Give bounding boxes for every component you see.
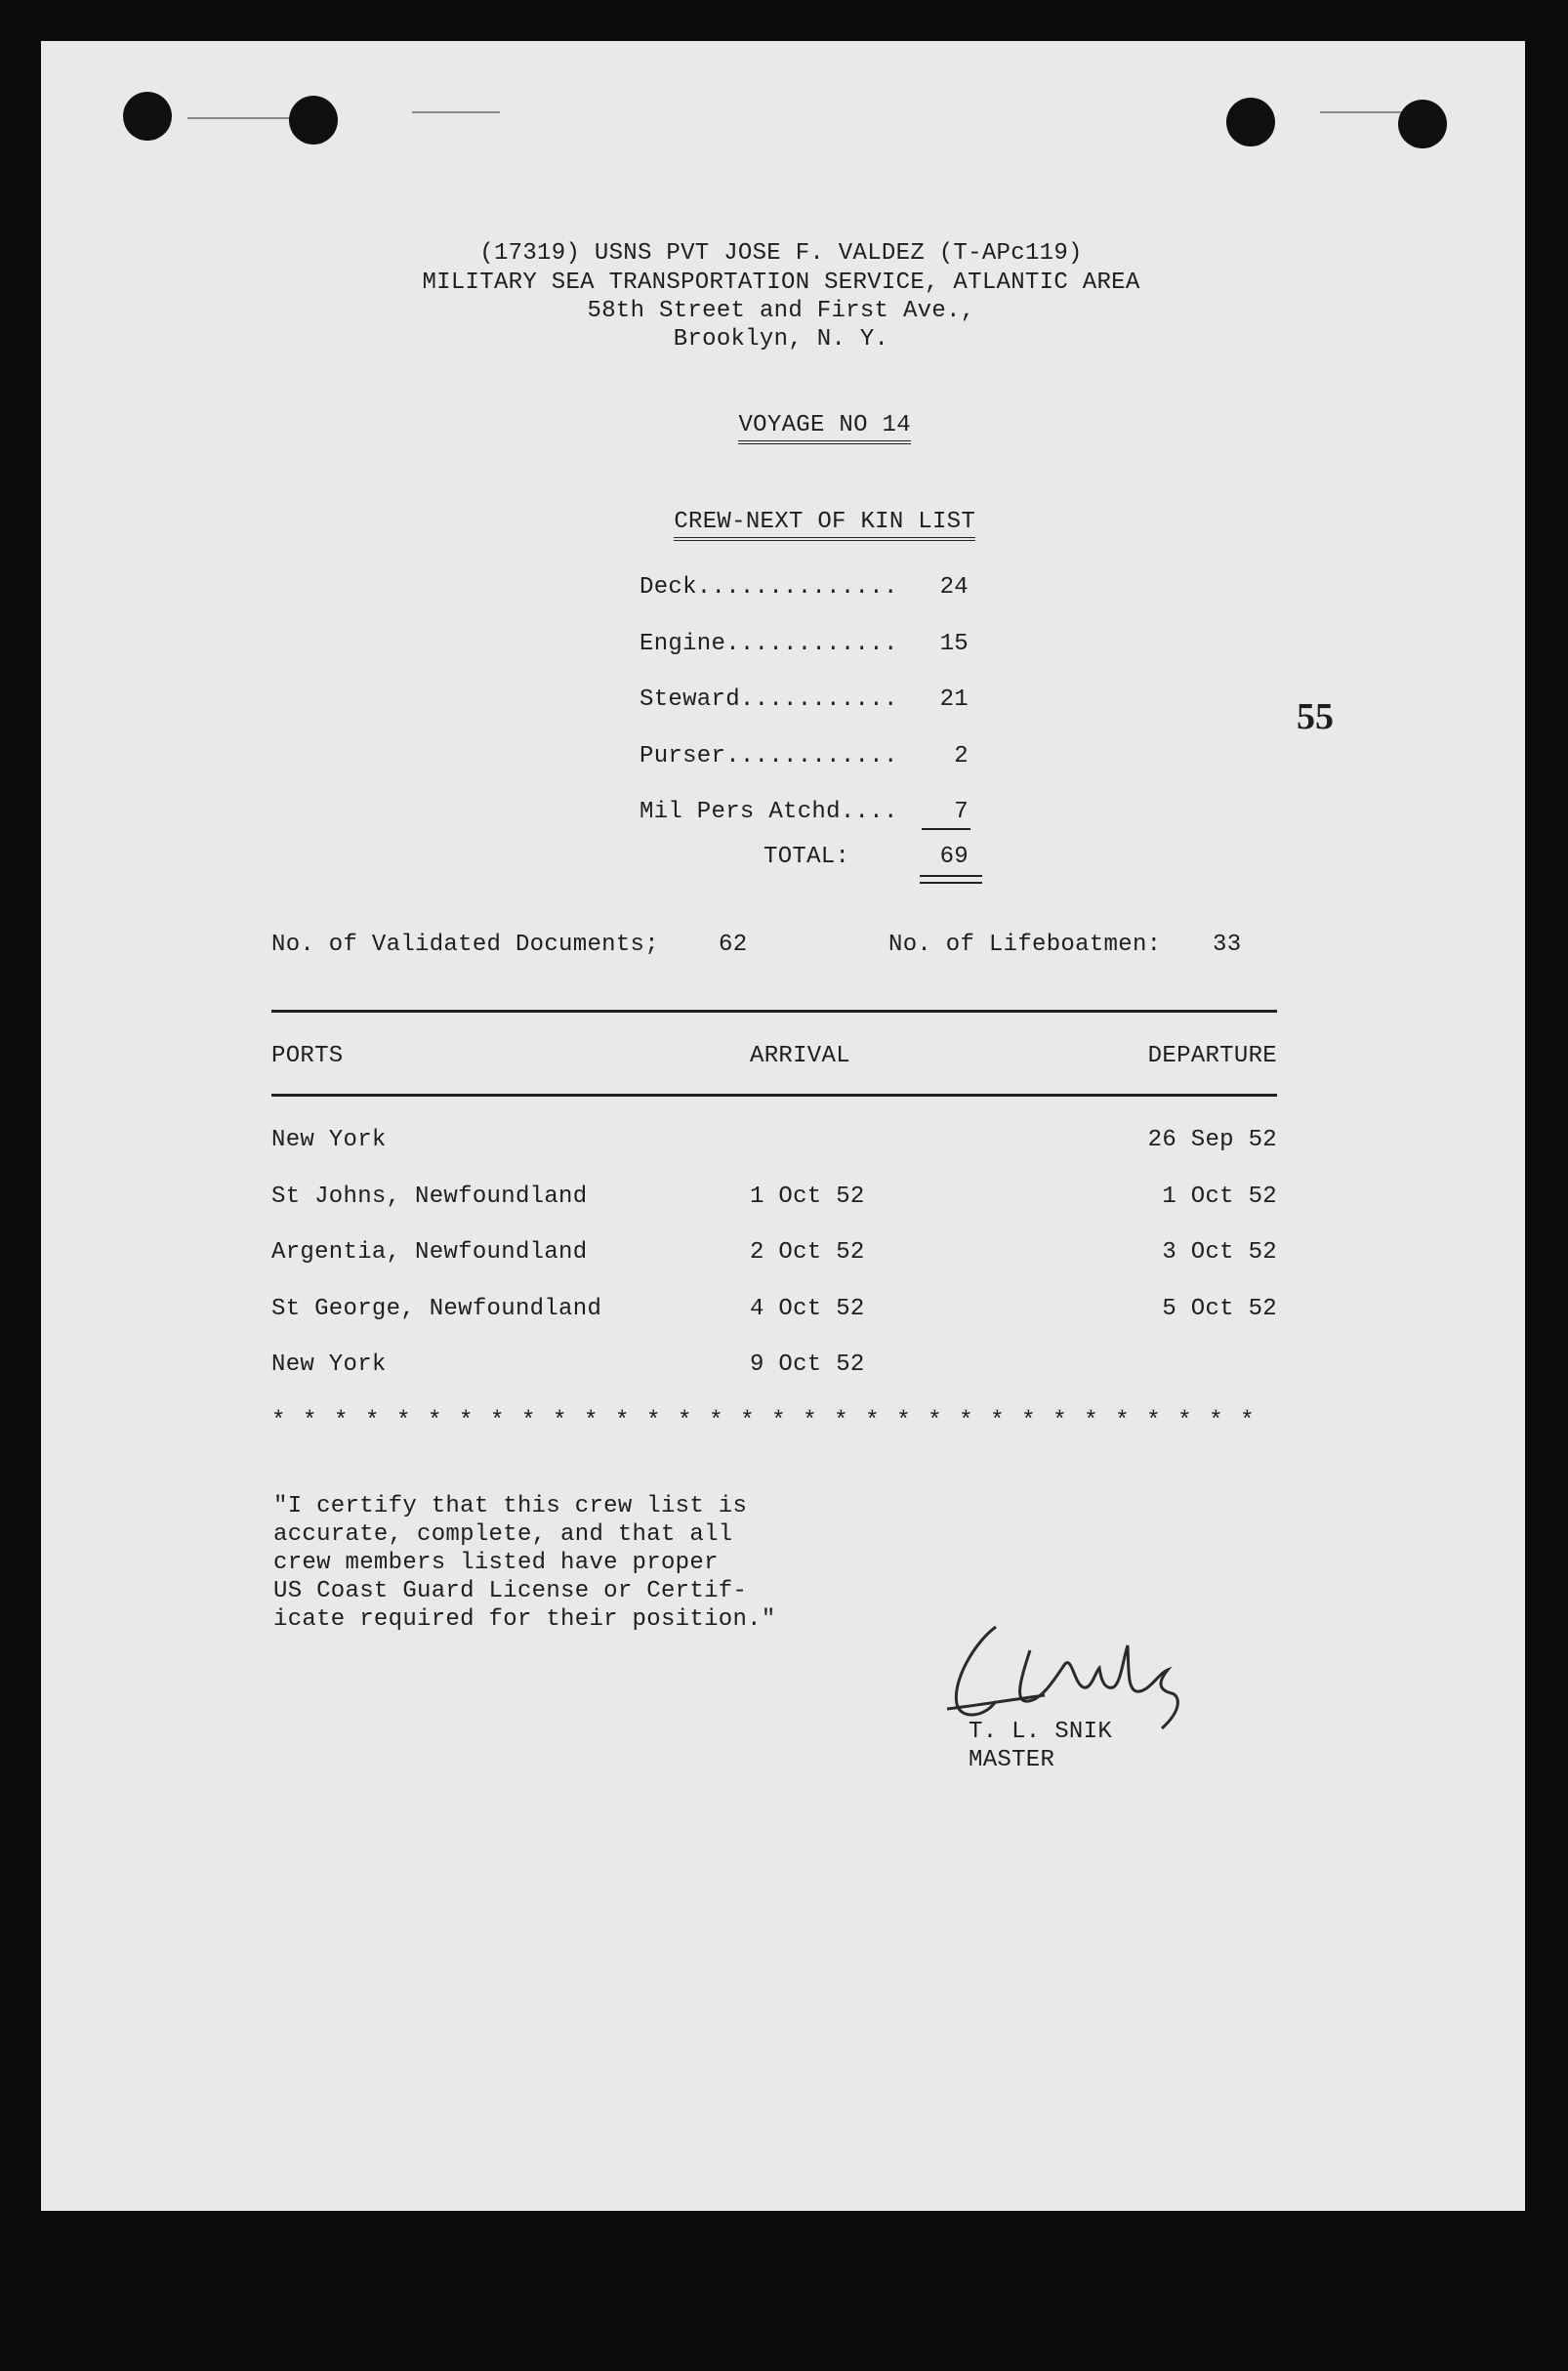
pencil-mark <box>187 117 295 119</box>
table-top-rule <box>271 1010 1277 1013</box>
port-cell: New York <box>271 1127 387 1153</box>
certification-line: "I certify that this crew list is <box>273 1493 748 1519</box>
departure-cell: 3 Oct 52 <box>1162 1239 1277 1266</box>
page-number: 55 <box>1297 696 1334 737</box>
departure-cell: 26 Sep 52 <box>1147 1127 1277 1153</box>
crew-count: 2 <box>954 743 969 770</box>
certification-line: accurate, complete, and that all <box>273 1521 733 1548</box>
header-ship-name: (17319) USNS PVT JOSE F. VALDEZ (T-APc119) <box>479 240 1083 267</box>
crew-count: 7 <box>954 799 969 825</box>
crew-count: 21 <box>939 686 969 713</box>
departure-cell: 1 Oct 52 <box>1162 1184 1277 1210</box>
port-cell: St Johns, Newfoundland <box>271 1184 588 1210</box>
crew-label: Deck.............. <box>640 574 898 601</box>
crew-count: 24 <box>939 574 969 601</box>
total-underline <box>920 882 982 884</box>
certification-line: US Coast Guard License or Certif- <box>273 1578 748 1604</box>
port-cell: St George, Newfoundland <box>271 1296 602 1322</box>
validated-label: No. of Validated Documents; <box>271 932 659 958</box>
port-cell: Argentia, Newfoundland <box>271 1239 588 1266</box>
header-departure: DEPARTURE <box>1147 1043 1277 1069</box>
table-header-rule <box>271 1094 1277 1097</box>
header-city: Brooklyn, N. Y. <box>673 326 889 353</box>
signer-title: MASTER <box>969 1747 1055 1773</box>
total-underline <box>920 875 982 877</box>
header-ports: PORTS <box>271 1043 344 1069</box>
header-service: MILITARY SEA TRANSPORTATION SERVICE, ATLANTIC AREA <box>422 270 1140 296</box>
certification-line: icate required for their position." <box>273 1606 776 1633</box>
pencil-mark <box>412 111 500 113</box>
header-arrival: ARRIVAL <box>750 1043 850 1069</box>
arrival-cell: 4 Oct 52 <box>750 1296 865 1322</box>
validated-value: 62 <box>719 932 748 958</box>
total-value: 69 <box>939 844 969 870</box>
punch-hole <box>1398 100 1447 148</box>
punch-hole <box>289 96 338 145</box>
voyage-number: VOYAGE NO 14 <box>738 412 910 444</box>
lifeboatmen-value: 33 <box>1213 932 1242 958</box>
punch-hole <box>1226 98 1275 146</box>
crew-label: Engine............ <box>640 631 898 657</box>
crew-count: 15 <box>939 631 969 657</box>
crew-label: Mil Pers Atchd.... <box>640 799 898 825</box>
port-cell: New York <box>271 1352 387 1378</box>
lifeboatmen-label: No. of Lifeboatmen: <box>888 932 1162 958</box>
arrival-cell: 9 Oct 52 <box>750 1352 865 1378</box>
signer-name: T. L. SNIK <box>969 1719 1113 1745</box>
list-title: CREW-NEXT OF KIN LIST <box>674 509 975 541</box>
document-page <box>41 41 1525 2211</box>
crew-label: Purser............ <box>640 743 898 770</box>
departure-cell: 5 Oct 52 <box>1162 1296 1277 1322</box>
arrival-cell: 1 Oct 52 <box>750 1184 865 1210</box>
arrival-cell: 2 Oct 52 <box>750 1239 865 1266</box>
crew-label: Steward........... <box>640 686 898 713</box>
star-separator: * * * * * * * * * * * * * * * * * * * * * * * * * * * * * * * * <box>271 1408 1257 1435</box>
header-street: 58th Street and First Ave., <box>587 298 975 324</box>
sum-underline <box>922 828 970 830</box>
certification-line: crew members listed have proper <box>273 1550 719 1576</box>
total-label: TOTAL: <box>763 844 850 870</box>
punch-hole <box>123 92 172 141</box>
